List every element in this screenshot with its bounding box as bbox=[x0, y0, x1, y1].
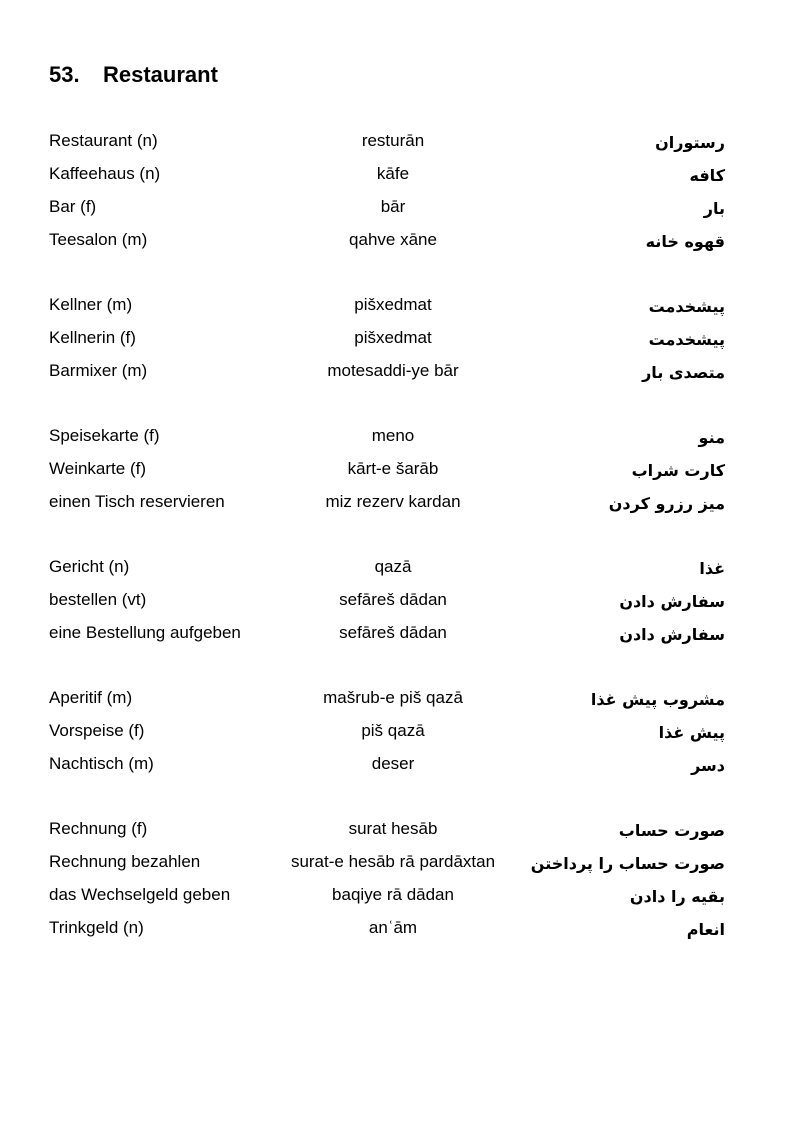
vocabulary-row bbox=[49, 421, 725, 454]
transliteration: pišxedmat bbox=[354, 328, 432, 347]
persian-term: صورت حساب bbox=[618, 821, 725, 840]
transliteration: bār bbox=[380, 197, 406, 216]
vocabulary-row bbox=[49, 847, 725, 880]
transliteration: deser bbox=[371, 754, 415, 773]
transliteration: kāfe bbox=[376, 164, 410, 183]
vocabulary-row bbox=[49, 618, 725, 651]
transliteration: motesaddi-ye bār bbox=[327, 361, 459, 380]
german-term: Weinkarte (f) bbox=[49, 459, 146, 478]
german-term: Kellnerin (f) bbox=[49, 328, 136, 347]
vocabulary-row bbox=[49, 454, 725, 487]
persian-term: کافه bbox=[689, 166, 725, 185]
transliteration: resturān bbox=[361, 131, 425, 150]
persian-term: بار bbox=[703, 199, 725, 218]
persian-term: پیش غذا bbox=[658, 723, 725, 742]
transliteration: baqiye rā dādan bbox=[332, 885, 454, 904]
vocabulary-group bbox=[49, 552, 725, 651]
vocabulary-row bbox=[49, 552, 725, 585]
persian-term: میز رزرو کردن bbox=[608, 494, 725, 513]
persian-term: صورت حساب را پرداختن bbox=[530, 854, 725, 873]
german-term: Gericht (n) bbox=[49, 557, 130, 576]
transliteration: piš qazā bbox=[361, 721, 425, 740]
vocabulary-row bbox=[49, 290, 725, 323]
vocabulary-row bbox=[49, 716, 725, 749]
vocabulary-row bbox=[49, 159, 725, 192]
german-term: Rechnung (f) bbox=[49, 819, 148, 838]
german-term: einen Tisch reservieren bbox=[49, 492, 225, 511]
vocabulary-row bbox=[49, 192, 725, 225]
transliteration: sefāreš dādan bbox=[339, 623, 447, 642]
vocabulary-row bbox=[49, 323, 725, 356]
section-title: Restaurant bbox=[103, 62, 218, 87]
transliteration: surat hesāb bbox=[348, 819, 438, 838]
transliteration: pišxedmat bbox=[354, 295, 432, 314]
transliteration: mašrub-e piš qazā bbox=[323, 688, 463, 707]
vocabulary-row bbox=[49, 585, 725, 618]
vocabulary-row bbox=[49, 126, 725, 159]
german-term: Teesalon (m) bbox=[49, 230, 148, 249]
transliteration: qahve xāne bbox=[349, 230, 437, 249]
german-term: Speisekarte (f) bbox=[49, 426, 160, 445]
vocabulary-group bbox=[49, 290, 725, 389]
transliteration: meno bbox=[371, 426, 415, 445]
transliteration: kārt-e šarāb bbox=[347, 459, 439, 478]
transliteration: miz rezerv kardan bbox=[325, 492, 461, 511]
german-term: Vorspeise (f) bbox=[49, 721, 145, 740]
german-term: Nachtisch (m) bbox=[49, 754, 154, 773]
german-term: Kaffeehaus (n) bbox=[49, 164, 161, 183]
transliteration: anʿām bbox=[368, 918, 418, 937]
vocabulary-row bbox=[49, 487, 725, 520]
persian-term: سفارش دادن bbox=[619, 592, 725, 611]
german-term: eine Bestellung aufgeben bbox=[49, 623, 241, 642]
persian-term: بقیه را دادن bbox=[629, 887, 725, 906]
section-number: 53. bbox=[49, 62, 80, 87]
vocabulary-row bbox=[49, 225, 725, 258]
persian-term: رستوران bbox=[655, 133, 725, 152]
vocabulary-row bbox=[49, 880, 725, 913]
persian-term: منو bbox=[698, 428, 725, 447]
persian-term: غذا bbox=[699, 559, 725, 578]
vocabulary-row bbox=[49, 356, 725, 389]
persian-term: دسر bbox=[691, 756, 725, 775]
vocabulary-list bbox=[49, 126, 725, 978]
german-term: Trinkgeld (n) bbox=[49, 918, 144, 937]
vocabulary-group bbox=[49, 683, 725, 782]
persian-term: مشروب پیش غذا bbox=[590, 690, 725, 709]
german-term: Aperitif (m) bbox=[49, 688, 133, 707]
vocabulary-row bbox=[49, 814, 725, 847]
vocabulary-row bbox=[49, 749, 725, 782]
transliteration: qazā bbox=[374, 557, 412, 576]
persian-term: قهوه خانه bbox=[645, 232, 725, 251]
vocabulary-group bbox=[49, 814, 725, 946]
german-term: das Wechselgeld geben bbox=[49, 885, 231, 904]
persian-term: پیشخدمت bbox=[648, 297, 725, 316]
persian-term: انعام bbox=[686, 920, 725, 939]
vocabulary-row bbox=[49, 683, 725, 716]
transliteration: sefāreš dādan bbox=[339, 590, 447, 609]
german-term: Bar (f) bbox=[49, 197, 97, 216]
german-term: Restaurant (n) bbox=[49, 131, 158, 150]
vocabulary-group bbox=[49, 421, 725, 520]
persian-term: سفارش دادن bbox=[619, 625, 725, 644]
german-term: Kellner (m) bbox=[49, 295, 133, 314]
page-title bbox=[49, 62, 218, 88]
persian-term: کارت شراب bbox=[631, 461, 725, 480]
german-term: bestellen (vt) bbox=[49, 590, 147, 609]
german-term: Barmixer (m) bbox=[49, 361, 148, 380]
transliteration: surat-e hesāb rā pardāxtan bbox=[290, 852, 496, 871]
persian-term: متصدی بار bbox=[642, 363, 725, 382]
german-term: Rechnung bezahlen bbox=[49, 852, 201, 871]
vocabulary-row bbox=[49, 913, 725, 946]
persian-term: پیشخدمت bbox=[648, 330, 725, 349]
vocabulary-group bbox=[49, 126, 725, 258]
